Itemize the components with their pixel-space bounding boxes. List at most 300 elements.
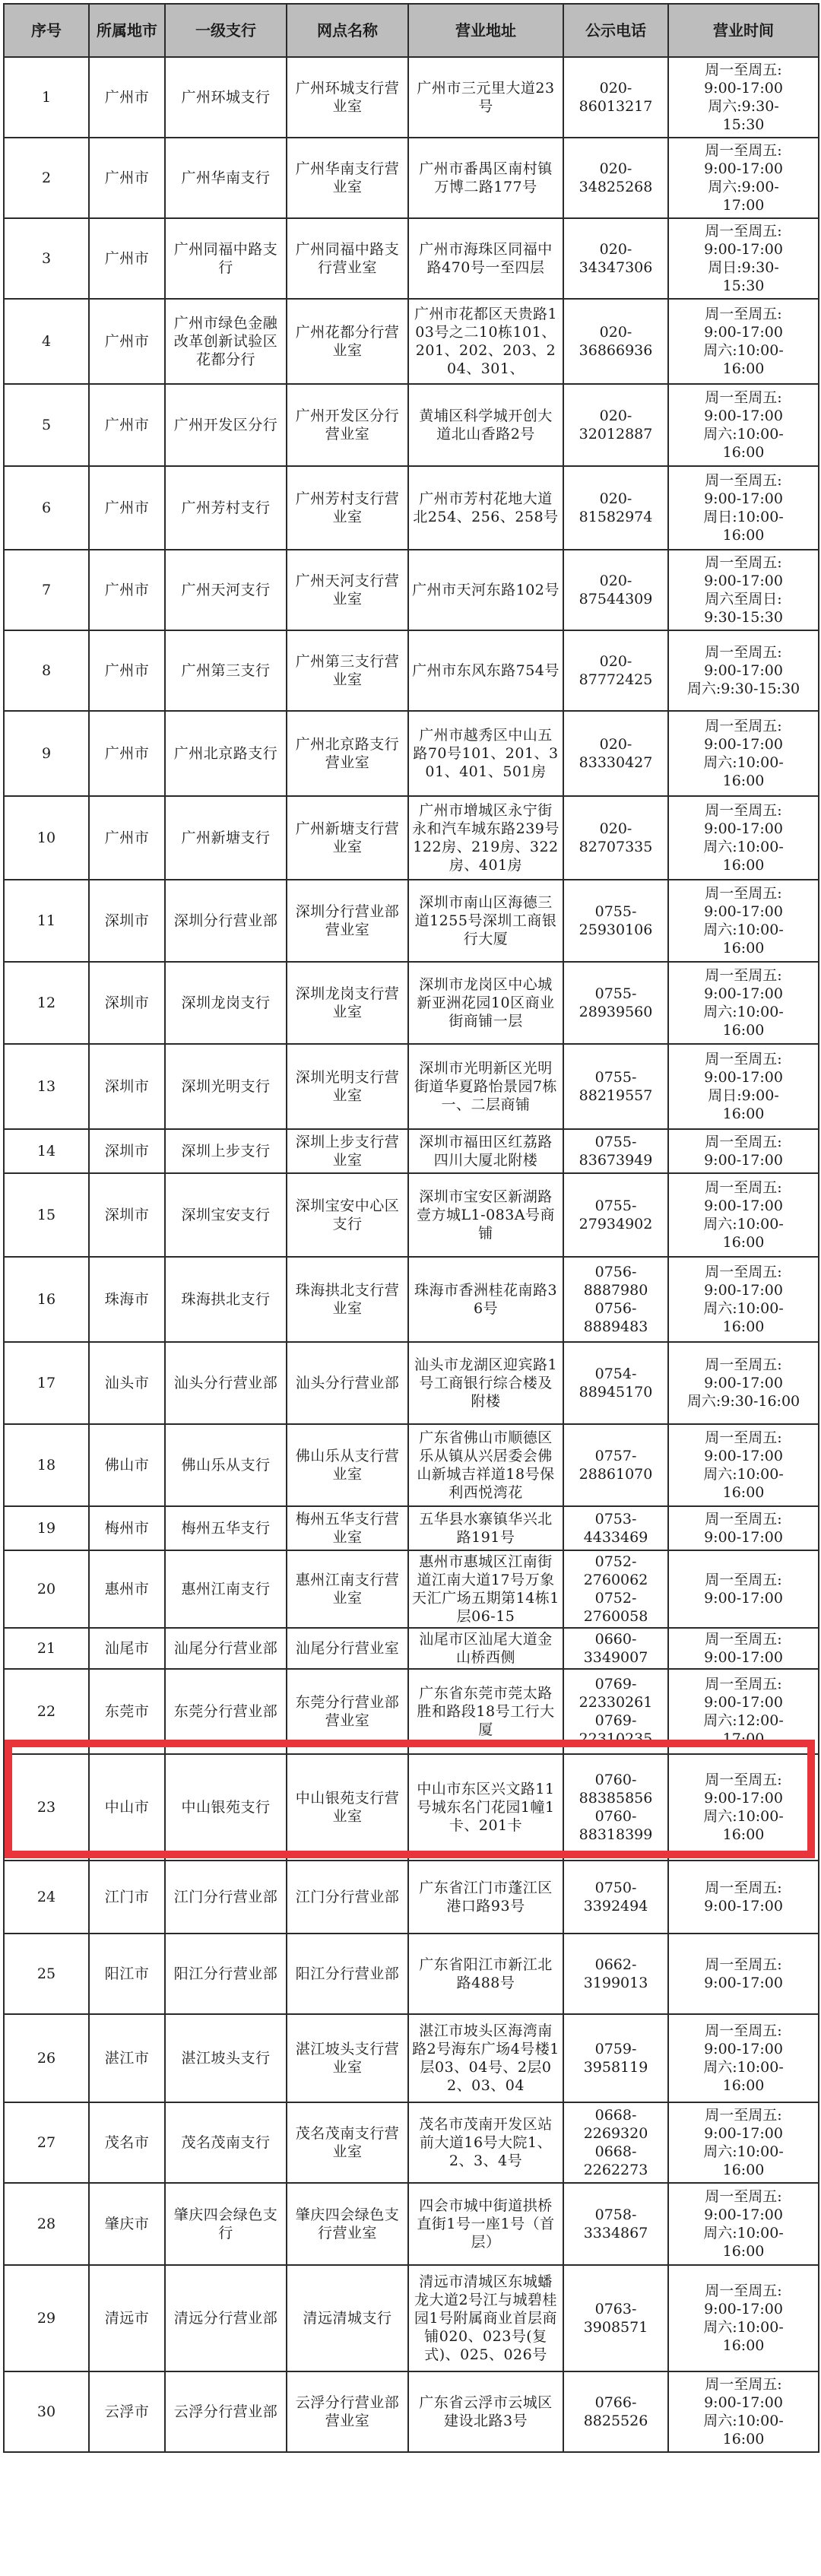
row-hours-line: 周六:10:00- [703, 342, 784, 359]
row-hours [668, 299, 819, 384]
row-address: 广州市天河东路102号 [408, 550, 563, 630]
row-hours-line: 9:00-17:00 [704, 1152, 783, 1169]
row-index: 10 [4, 796, 89, 880]
row-hours-line: 16:00 [722, 1318, 765, 1335]
row-hours [668, 2183, 819, 2265]
row-hours-line: 9:00-17:00 [704, 241, 783, 258]
row-phone [563, 550, 668, 630]
row-hours-line: 周六:9:30-16:00 [686, 1393, 800, 1410]
row-address: 深圳市龙岗区中心城新亚洲花园10区商业街商铺一层 [408, 962, 563, 1044]
row-city: 深圳市 [89, 1129, 165, 1173]
row-index: 4 [4, 299, 89, 384]
row-index: 23 [4, 1754, 89, 1861]
row-address: 广东省江门市蓬江区港口路93号 [408, 1861, 563, 1934]
table-row [4, 630, 819, 711]
table-row [4, 796, 819, 880]
row-address: 广东省佛山市顺德区乐从镇从兴居委会佛山新城吉祥道18号保利西悦湾花 [408, 1424, 563, 1506]
table-row [4, 1506, 819, 1550]
row-hours-line: 周一至周五: [705, 967, 782, 984]
row-hours-line: 9:00-17:00 [704, 408, 783, 424]
row-phone-line: 0755- [594, 985, 637, 1002]
row-branch: 广州新塘支行 [165, 796, 287, 880]
row-index: 21 [4, 1628, 89, 1669]
row-hours-line: 16:00 [722, 857, 765, 874]
row-hours-line: 周一至周五: [705, 554, 782, 571]
row-branch: 阳江分行营业部 [165, 1934, 287, 2014]
row-hours-line: 周一至周五: [705, 1429, 782, 1446]
row-hours-line: 16:00 [722, 444, 765, 461]
row-city: 清远市 [89, 2265, 165, 2371]
row-phone-line: 34347306 [579, 259, 653, 276]
row-outlet: 佛山乐从支行营业室 [287, 1424, 408, 1506]
row-phone [563, 138, 668, 218]
row-phone-line: 020- [599, 160, 632, 177]
row-phone [563, 2371, 668, 2452]
row-hours-line: 周一至周五: [705, 1134, 782, 1150]
row-hours-line: 周六:9:00- [708, 179, 779, 195]
row-phone-line: 020- [599, 653, 632, 670]
table-row [4, 466, 819, 550]
row-index: 22 [4, 1669, 89, 1754]
table-row [4, 1669, 819, 1754]
row-hours-line: 9:00-17:00 [704, 1790, 783, 1807]
row-hours [668, 711, 819, 796]
row-hours-line: 9:00-17:00 [704, 1198, 783, 1214]
table-row [4, 1861, 819, 1934]
row-phone [563, 1628, 668, 1669]
row-phone-line: 2262273 [583, 2162, 648, 2178]
row-phone-line: 87772425 [579, 671, 653, 688]
table-row [4, 550, 819, 630]
row-phone-line: 0750- [594, 1880, 637, 1896]
row-phone-line: 83330427 [579, 754, 653, 771]
row-phone [563, 1129, 668, 1173]
row-branch: 广州天河支行 [165, 550, 287, 630]
row-hours-line: 周日:10:00- [703, 509, 784, 525]
row-phone-line: 0662- [594, 1956, 637, 1973]
row-hours [668, 138, 819, 218]
row-phone-line: 28939560 [579, 1004, 653, 1020]
row-hours-line: 16:00 [722, 2162, 765, 2178]
row-hours-line: 周六:10:00- [703, 2413, 784, 2429]
row-outlet: 广州华南支行营业室 [287, 138, 408, 218]
row-hours [668, 1754, 819, 1861]
row-hours-line: 16:00 [722, 2431, 765, 2448]
row-branch: 惠州江南支行 [165, 1550, 287, 1628]
row-branch: 广州华南支行 [165, 138, 287, 218]
row-hours-line: 16:00 [722, 1826, 765, 1843]
row-hours-line: 周一至周五: [705, 802, 782, 819]
row-hours-line: 9:00-17:00 [704, 820, 783, 837]
row-phone-line: 3908571 [583, 2319, 648, 2336]
row-outlet: 汕尾分行营业室 [287, 1628, 408, 1669]
row-phone-line: 88219557 [579, 1087, 653, 1104]
table-row [4, 1424, 819, 1506]
row-index: 27 [4, 2102, 89, 2183]
row-city: 珠海市 [89, 1257, 165, 1342]
row-hours-line: 9:00-17:00 [704, 2301, 783, 2317]
row-phone-line: 8825526 [583, 2413, 648, 2429]
row-city: 惠州市 [89, 1550, 165, 1628]
row-hours [668, 1257, 819, 1342]
row-hours-line: 周一至周五: [705, 2107, 782, 2124]
row-city: 梅州市 [89, 1506, 165, 1550]
row-outlet: 广州第三支行营业室 [287, 630, 408, 711]
row-city: 深圳市 [89, 880, 165, 962]
row-phone-line: 0752- [594, 1590, 637, 1607]
row-hours-line: 16:00 [722, 360, 765, 377]
row-hours [668, 1861, 819, 1934]
row-hours-line: 周六:10:00- [703, 1216, 784, 1232]
row-phone-line: 2760058 [583, 1608, 648, 1625]
row-hours-line: 周日:9:30- [708, 259, 779, 276]
row-hours-line: 周一至周五: [705, 1676, 782, 1692]
row-city: 广州市 [89, 299, 165, 384]
row-index: 13 [4, 1044, 89, 1129]
row-hours-line: 周六:10:00- [703, 426, 784, 443]
table-row [4, 1934, 819, 2014]
row-hours-line: 9:00-17:00 [704, 1529, 783, 1546]
row-hours-line: 周六:12:00- [703, 1712, 784, 1729]
row-outlet: 江门分行营业部 [287, 1861, 408, 1934]
header-outlet: 网点名称 [287, 4, 408, 57]
row-address: 惠州市惠城区江南街道江南大道17号万象天汇广场五期第14栋1层06-15 [408, 1550, 563, 1628]
row-outlet: 肇庆四会绿色支行营业室 [287, 2183, 408, 2265]
row-hours-line: 9:00-17:00 [704, 1694, 783, 1711]
row-outlet: 中山银苑支行营业室 [287, 1754, 408, 1861]
table-row [4, 1129, 819, 1173]
row-hours-line: 周一至周五: [705, 223, 782, 240]
table-row [4, 2102, 819, 2183]
row-hours [668, 1424, 819, 1506]
row-outlet: 深圳光明支行营业室 [287, 1044, 408, 1129]
row-hours-line: 9:00-17:00 [704, 2125, 783, 2142]
row-address: 广州市海珠区同福中路470号一至四层 [408, 218, 563, 299]
row-address: 广州市番禺区南村镇万博二路177号 [408, 138, 563, 218]
row-hours-line: 17:00 [722, 197, 765, 214]
row-phone [563, 880, 668, 962]
header-address: 营业地址 [408, 4, 563, 57]
row-index: 7 [4, 550, 89, 630]
row-city: 广州市 [89, 138, 165, 218]
row-outlet: 珠海拱北支行营业室 [287, 1257, 408, 1342]
row-hours-line: 9:00-17:00 [704, 662, 783, 679]
row-hours-line: 9:00-17:00 [704, 903, 783, 920]
header-hours: 营业时间 [668, 4, 819, 57]
table-row [4, 1257, 819, 1342]
row-hours [668, 1506, 819, 1550]
table-row [4, 711, 819, 796]
row-city: 佛山市 [89, 1424, 165, 1506]
header-phone: 公示电话 [563, 4, 668, 57]
table-row [4, 138, 819, 218]
row-phone-line: 83673949 [579, 1152, 653, 1169]
table-row [4, 218, 819, 299]
row-address: 广州市东风东路754号 [408, 630, 563, 711]
row-phone-line: 81582974 [579, 509, 653, 525]
row-hours-line: 16:00 [722, 772, 765, 789]
row-phone [563, 1861, 668, 1934]
row-index: 25 [4, 1934, 89, 2014]
row-address: 深圳市光明新区光明街道华夏路怡景园7栋一、二层商铺 [408, 1044, 563, 1129]
row-city: 广州市 [89, 796, 165, 880]
row-index: 2 [4, 138, 89, 218]
header-branch: 一级支行 [165, 4, 287, 57]
row-hours-line: 9:00-17:00 [704, 324, 783, 341]
row-phone-line: 0769- [594, 1676, 637, 1692]
row-phone-line: 22330261 [579, 1694, 653, 1711]
row-phone [563, 1754, 668, 1861]
row-outlet: 广州环城支行营业室 [287, 57, 408, 138]
table-row [4, 1173, 819, 1257]
row-hours [668, 2102, 819, 2183]
table-row [4, 299, 819, 384]
row-hours-line: 周六:10:00- [703, 1808, 784, 1825]
row-hours-line: 9:00-17:00 [704, 1375, 783, 1391]
row-outlet: 深圳龙岗支行营业室 [287, 962, 408, 1044]
row-outlet: 广州开发区分行营业室 [287, 384, 408, 466]
row-phone-line: 0759- [594, 2041, 637, 2057]
row-phone [563, 962, 668, 1044]
row-hours-line: 9:00-17:00 [704, 2206, 783, 2223]
row-outlet: 茂名茂南支行营业室 [287, 2102, 408, 2183]
row-phone-line: 0753- [594, 1511, 637, 1528]
row-city: 深圳市 [89, 1044, 165, 1129]
row-phone-line: 0755- [594, 1069, 637, 1086]
row-branch: 茂名茂南支行 [165, 2102, 287, 2183]
row-index: 11 [4, 880, 89, 962]
row-hours [668, 1550, 819, 1628]
row-hours [668, 550, 819, 630]
row-phone-line: 27934902 [579, 1216, 653, 1232]
row-phone-line: 3392494 [583, 1898, 648, 1915]
row-phone [563, 1257, 668, 1342]
row-city: 深圳市 [89, 1173, 165, 1257]
row-hours-line: 9:30-15:30 [704, 609, 783, 626]
row-hours-line: 周六:10:00- [703, 2319, 784, 2336]
row-hours [668, 2014, 819, 2102]
row-index: 14 [4, 1129, 89, 1173]
table-row [4, 880, 819, 962]
row-phone [563, 630, 668, 711]
row-phone-line: 020- [599, 490, 632, 507]
row-phone-line: 0757- [594, 1448, 637, 1464]
row-hours-line: 16:00 [722, 2337, 765, 2354]
row-hours-line: 17:00 [722, 1731, 765, 1747]
table-row [4, 1342, 819, 1424]
row-hours-line: 9:00-17:00 [704, 80, 783, 97]
table-row [4, 2371, 819, 2452]
row-index: 19 [4, 1506, 89, 1550]
row-branch: 肇庆四会绿色支行 [165, 2183, 287, 2265]
row-hours-line: 周六:9:30- [708, 98, 779, 115]
row-phone [563, 466, 668, 550]
row-phone-line: 82707335 [579, 839, 653, 855]
row-hours-line: 9:00-17:00 [704, 1069, 783, 1086]
row-phone-line: 36866936 [579, 342, 653, 359]
row-hours [668, 1342, 819, 1424]
row-index: 6 [4, 466, 89, 550]
row-phone-line: 020- [599, 241, 632, 258]
row-hours-line: 周一至周五: [705, 1880, 782, 1896]
row-phone-line: 3199013 [583, 1975, 648, 1991]
row-city: 中山市 [89, 1754, 165, 1861]
row-phone-line: 0756- [594, 1264, 637, 1280]
row-phone [563, 796, 668, 880]
row-hours-line: 周一至周五: [705, 2022, 782, 2039]
row-branch: 汕尾分行营业部 [165, 1628, 287, 1669]
row-address: 清远市清城区东城蟠龙大道2号江与城碧桂园1号附属商业首层商铺020、023号(复式)、025、026号 [408, 2265, 563, 2371]
row-phone-line: 0766- [594, 2394, 637, 2411]
row-city: 阳江市 [89, 1934, 165, 2014]
row-hours-line: 周六:10:00- [703, 2143, 784, 2160]
row-phone-line: 88385856 [579, 1790, 653, 1807]
row-index: 12 [4, 962, 89, 1044]
row-hours [668, 2265, 819, 2371]
row-branch: 广州开发区分行 [165, 384, 287, 466]
table-row [4, 1044, 819, 1129]
row-phone-line: 020- [599, 80, 632, 97]
row-phone-line: 020- [599, 408, 632, 424]
row-hours-line: 周一至周五: [705, 472, 782, 489]
row-hours-line: 周一至周五: [705, 62, 782, 78]
row-hours-line: 9:00-17:00 [704, 1649, 783, 1666]
table-row [4, 962, 819, 1044]
row-phone-line: 87544309 [579, 591, 653, 608]
row-hours-line: 周一至周五: [705, 306, 782, 322]
row-hours-line: 9:00-17:00 [704, 1975, 783, 1991]
table-row [4, 57, 819, 138]
row-city: 茂名市 [89, 2102, 165, 2183]
row-phone [563, 1342, 668, 1424]
row-phone [563, 2102, 668, 2183]
header-row [4, 4, 819, 57]
row-index: 29 [4, 2265, 89, 2371]
row-hours-line: 15:30 [722, 116, 765, 133]
row-outlet: 梅州五华支行营业室 [287, 1506, 408, 1550]
row-hours-line: 周一至周五: [705, 1772, 782, 1788]
row-branch: 广州第三支行 [165, 630, 287, 711]
table-row [4, 2014, 819, 2102]
row-phone [563, 218, 668, 299]
row-index: 9 [4, 711, 89, 796]
row-branch: 深圳光明支行 [165, 1044, 287, 1129]
table-row [4, 2265, 819, 2371]
row-hours-line: 周一至周五: [705, 1179, 782, 1196]
row-branch: 广州北京路支行 [165, 711, 287, 796]
row-hours-line: 周六:10:00- [703, 754, 784, 771]
row-branch: 云浮分行营业部 [165, 2371, 287, 2452]
row-branch: 中山银苑支行 [165, 1754, 287, 1861]
row-branch: 深圳龙岗支行 [165, 962, 287, 1044]
outlet-table [3, 3, 819, 2453]
row-hours-line: 16:00 [722, 1022, 765, 1039]
row-address: 珠海市香洲桂花南路36号 [408, 1257, 563, 1342]
row-hours-line: 周一至周五: [705, 885, 782, 902]
row-branch: 清远分行营业部 [165, 2265, 287, 2371]
row-phone-line: 4433469 [583, 1529, 648, 1546]
row-phone-line: 3334867 [583, 2225, 648, 2241]
row-city: 广州市 [89, 384, 165, 466]
row-phone [563, 1424, 668, 1506]
row-city: 汕头市 [89, 1342, 165, 1424]
row-outlet: 惠州江南支行营业室 [287, 1550, 408, 1628]
row-address: 深圳市宝安区新湖路壹方城L1-083A号商铺 [408, 1173, 563, 1257]
row-city: 云浮市 [89, 2371, 165, 2452]
row-hours-line: 16:00 [722, 1106, 765, 1122]
row-hours-line: 周一至周五: [705, 2376, 782, 2393]
row-phone-line: 8887980 [583, 1282, 648, 1299]
table-row [4, 1550, 819, 1628]
outlet-table-container [3, 3, 818, 2453]
row-hours [668, 218, 819, 299]
row-phone [563, 1550, 668, 1628]
row-city: 肇庆市 [89, 2183, 165, 2265]
row-hours [668, 880, 819, 962]
row-phone [563, 1669, 668, 1754]
row-index: 5 [4, 384, 89, 466]
row-outlet: 云浮分行营业部营业室 [287, 2371, 408, 2452]
row-hours [668, 962, 819, 1044]
row-outlet: 广州同福中路支行营业室 [287, 218, 408, 299]
row-outlet: 深圳分行营业部营业室 [287, 880, 408, 962]
row-outlet: 深圳上步支行营业室 [287, 1129, 408, 1173]
row-outlet: 深圳宝安中心区支行 [287, 1173, 408, 1257]
row-hours-line: 周一至周五: [705, 389, 782, 406]
row-outlet: 广州芳村支行营业室 [287, 466, 408, 550]
row-hours-line: 周一至周五: [705, 1356, 782, 1373]
row-hours [668, 630, 819, 711]
row-index: 16 [4, 1257, 89, 1342]
row-address: 广州市增城区永宁街永和汽车城东路239号122房、219房、322房、401房 [408, 796, 563, 880]
row-phone-line: 0763- [594, 2301, 637, 2317]
row-phone-line: 020- [599, 324, 632, 341]
row-branch: 佛山乐从支行 [165, 1424, 287, 1506]
table-row [4, 1628, 819, 1669]
row-branch: 广州同福中路支行 [165, 218, 287, 299]
row-outlet: 广州新塘支行营业室 [287, 796, 408, 880]
row-hours [668, 1129, 819, 1173]
row-phone [563, 57, 668, 138]
row-hours-line: 周一至周五: [705, 1051, 782, 1068]
row-index: 20 [4, 1550, 89, 1628]
row-city: 广州市 [89, 711, 165, 796]
row-phone-line: 3349007 [583, 1649, 648, 1666]
row-phone-line: 3958119 [583, 2059, 648, 2076]
row-phone-line: 0660- [594, 1631, 637, 1648]
row-phone-line: 88318399 [579, 1826, 653, 1843]
row-city: 广州市 [89, 630, 165, 711]
row-hours-line: 9:00-17:00 [704, 490, 783, 507]
row-phone-line: 0752- [594, 1553, 637, 1570]
row-phone-line: 020- [599, 820, 632, 837]
row-city: 深圳市 [89, 962, 165, 1044]
row-phone-line: 0668- [594, 2143, 637, 2160]
row-hours-line: 16:00 [722, 2077, 765, 2094]
row-outlet: 清远清城支行 [287, 2265, 408, 2371]
row-hours-line: 周一至周五: [705, 142, 782, 159]
table-row [4, 1754, 819, 1861]
row-branch: 江门分行营业部 [165, 1861, 287, 1934]
row-hours-line: 9:00-17:00 [704, 985, 783, 1002]
row-city: 东莞市 [89, 1669, 165, 1754]
row-address: 深圳市福田区红荔路四川大厦北附楼 [408, 1129, 563, 1173]
row-branch: 东莞分行营业部 [165, 1669, 287, 1754]
row-phone-line: 020- [599, 736, 632, 753]
row-branch: 广州市绿色金融改革创新试验区花都分行 [165, 299, 287, 384]
row-hours [668, 796, 819, 880]
row-hours-line: 9:00-17:00 [704, 1282, 783, 1299]
